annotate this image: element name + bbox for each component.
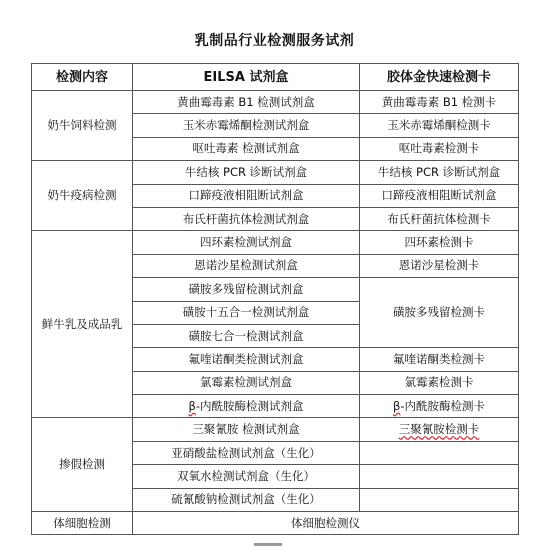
card-cell: [360, 418, 519, 441]
elisa-cell: 亚硝酸盐检测试剂盒（生化）: [133, 441, 360, 464]
beta-prefix: β: [188, 398, 196, 413]
elisa-cell: 磺胺七合一检测试剂盒: [133, 324, 360, 347]
table-row: [32, 231, 519, 254]
table-row: [32, 91, 519, 114]
category-feed: 奶牛饲料检测: [32, 91, 133, 161]
card-cell: 布氏杆菌抗体检测卡: [360, 207, 519, 230]
elisa-cell: [133, 395, 360, 418]
header-content: 检测内容: [32, 64, 133, 91]
card-cell: 氟喹诺酮类检测卡: [360, 348, 519, 371]
elisa-cell: 双氧水检测试剂盒（生化）: [133, 465, 360, 488]
elisa-cell: 三聚氰胺 检测试剂盒: [133, 418, 360, 441]
card-text: -内酰胺酶检测卡: [400, 398, 485, 413]
card-cell: 恩诺沙星检测卡: [360, 254, 519, 277]
category-somatic: 体细胞检测: [32, 512, 133, 535]
header-row: [32, 64, 519, 91]
card-cell: 呕吐毒素检测卡: [360, 137, 519, 160]
product-table: [31, 63, 519, 535]
card-cell: 口蹄疫液相阻断试剂盒: [360, 184, 519, 207]
elisa-cell: 口蹄疫液相阻断试剂盒: [133, 184, 360, 207]
card-cell-empty: [360, 488, 519, 511]
elisa-cell: 牛结核 PCR 诊断试剂盒: [133, 161, 360, 184]
card-cell: 磺胺多残留检测卡: [360, 278, 519, 348]
table-row: [32, 512, 519, 535]
elisa-cell: 硫氰酸钠检测试剂盒（生化）: [133, 488, 360, 511]
elisa-cell: 氟喹诺酮类检测试剂盒: [133, 348, 360, 371]
elisa-cell: 四环素检测试剂盒: [133, 231, 360, 254]
card-cell: 四环素检测卡: [360, 231, 519, 254]
elisa-cell: 黄曲霉毒素 B1 检测试剂盒: [133, 91, 360, 114]
elisa-cell: 磺胺多残留检测试剂盒: [133, 278, 360, 301]
elisa-text: -内酰胺酶检测试剂盒: [195, 398, 304, 413]
somatic-value: 体细胞检测仪: [133, 512, 519, 535]
page-title: 乳制品行业检测服务试剂: [194, 33, 355, 49]
table-row: [32, 418, 519, 441]
elisa-cell: 呕吐毒素 检测试剂盒: [133, 137, 360, 160]
elisa-cell: 恩诺沙星检测试剂盒: [133, 254, 360, 277]
elisa-cell: 磺胺十五合一检测试剂盒: [133, 301, 360, 324]
card-cell: 玉米赤霉烯酮检测卡: [360, 114, 519, 137]
card-text: 三聚氰胺检测卡: [398, 422, 480, 437]
table-row: [32, 161, 519, 184]
card-cell: 牛结核 PCR 诊断试剂盒: [360, 161, 519, 184]
card-cell: [360, 395, 519, 418]
beta-prefix: β: [393, 398, 401, 413]
header-elisa: EILSA 试剂盒: [133, 64, 360, 91]
category-fraud: 掺假检测: [32, 418, 133, 512]
elisa-cell: 布氏杆菌抗体检测试剂盒: [133, 207, 360, 230]
header-card: 胶体金快速检测卡: [360, 64, 519, 91]
card-cell-empty: [360, 465, 519, 488]
category-disease: 奶牛疫病检测: [32, 161, 133, 231]
elisa-cell: 氯霉素检测试剂盒: [133, 371, 360, 394]
card-cell: 氯霉素检测卡: [360, 371, 519, 394]
scroll-indicator: [254, 543, 282, 546]
card-cell: 黄曲霉毒素 B1 检测卡: [360, 91, 519, 114]
card-cell-empty: [360, 441, 519, 464]
elisa-cell: 玉米赤霉烯酮检测试剂盒: [133, 114, 360, 137]
category-milk: 鲜牛乳及成品乳: [32, 231, 133, 418]
